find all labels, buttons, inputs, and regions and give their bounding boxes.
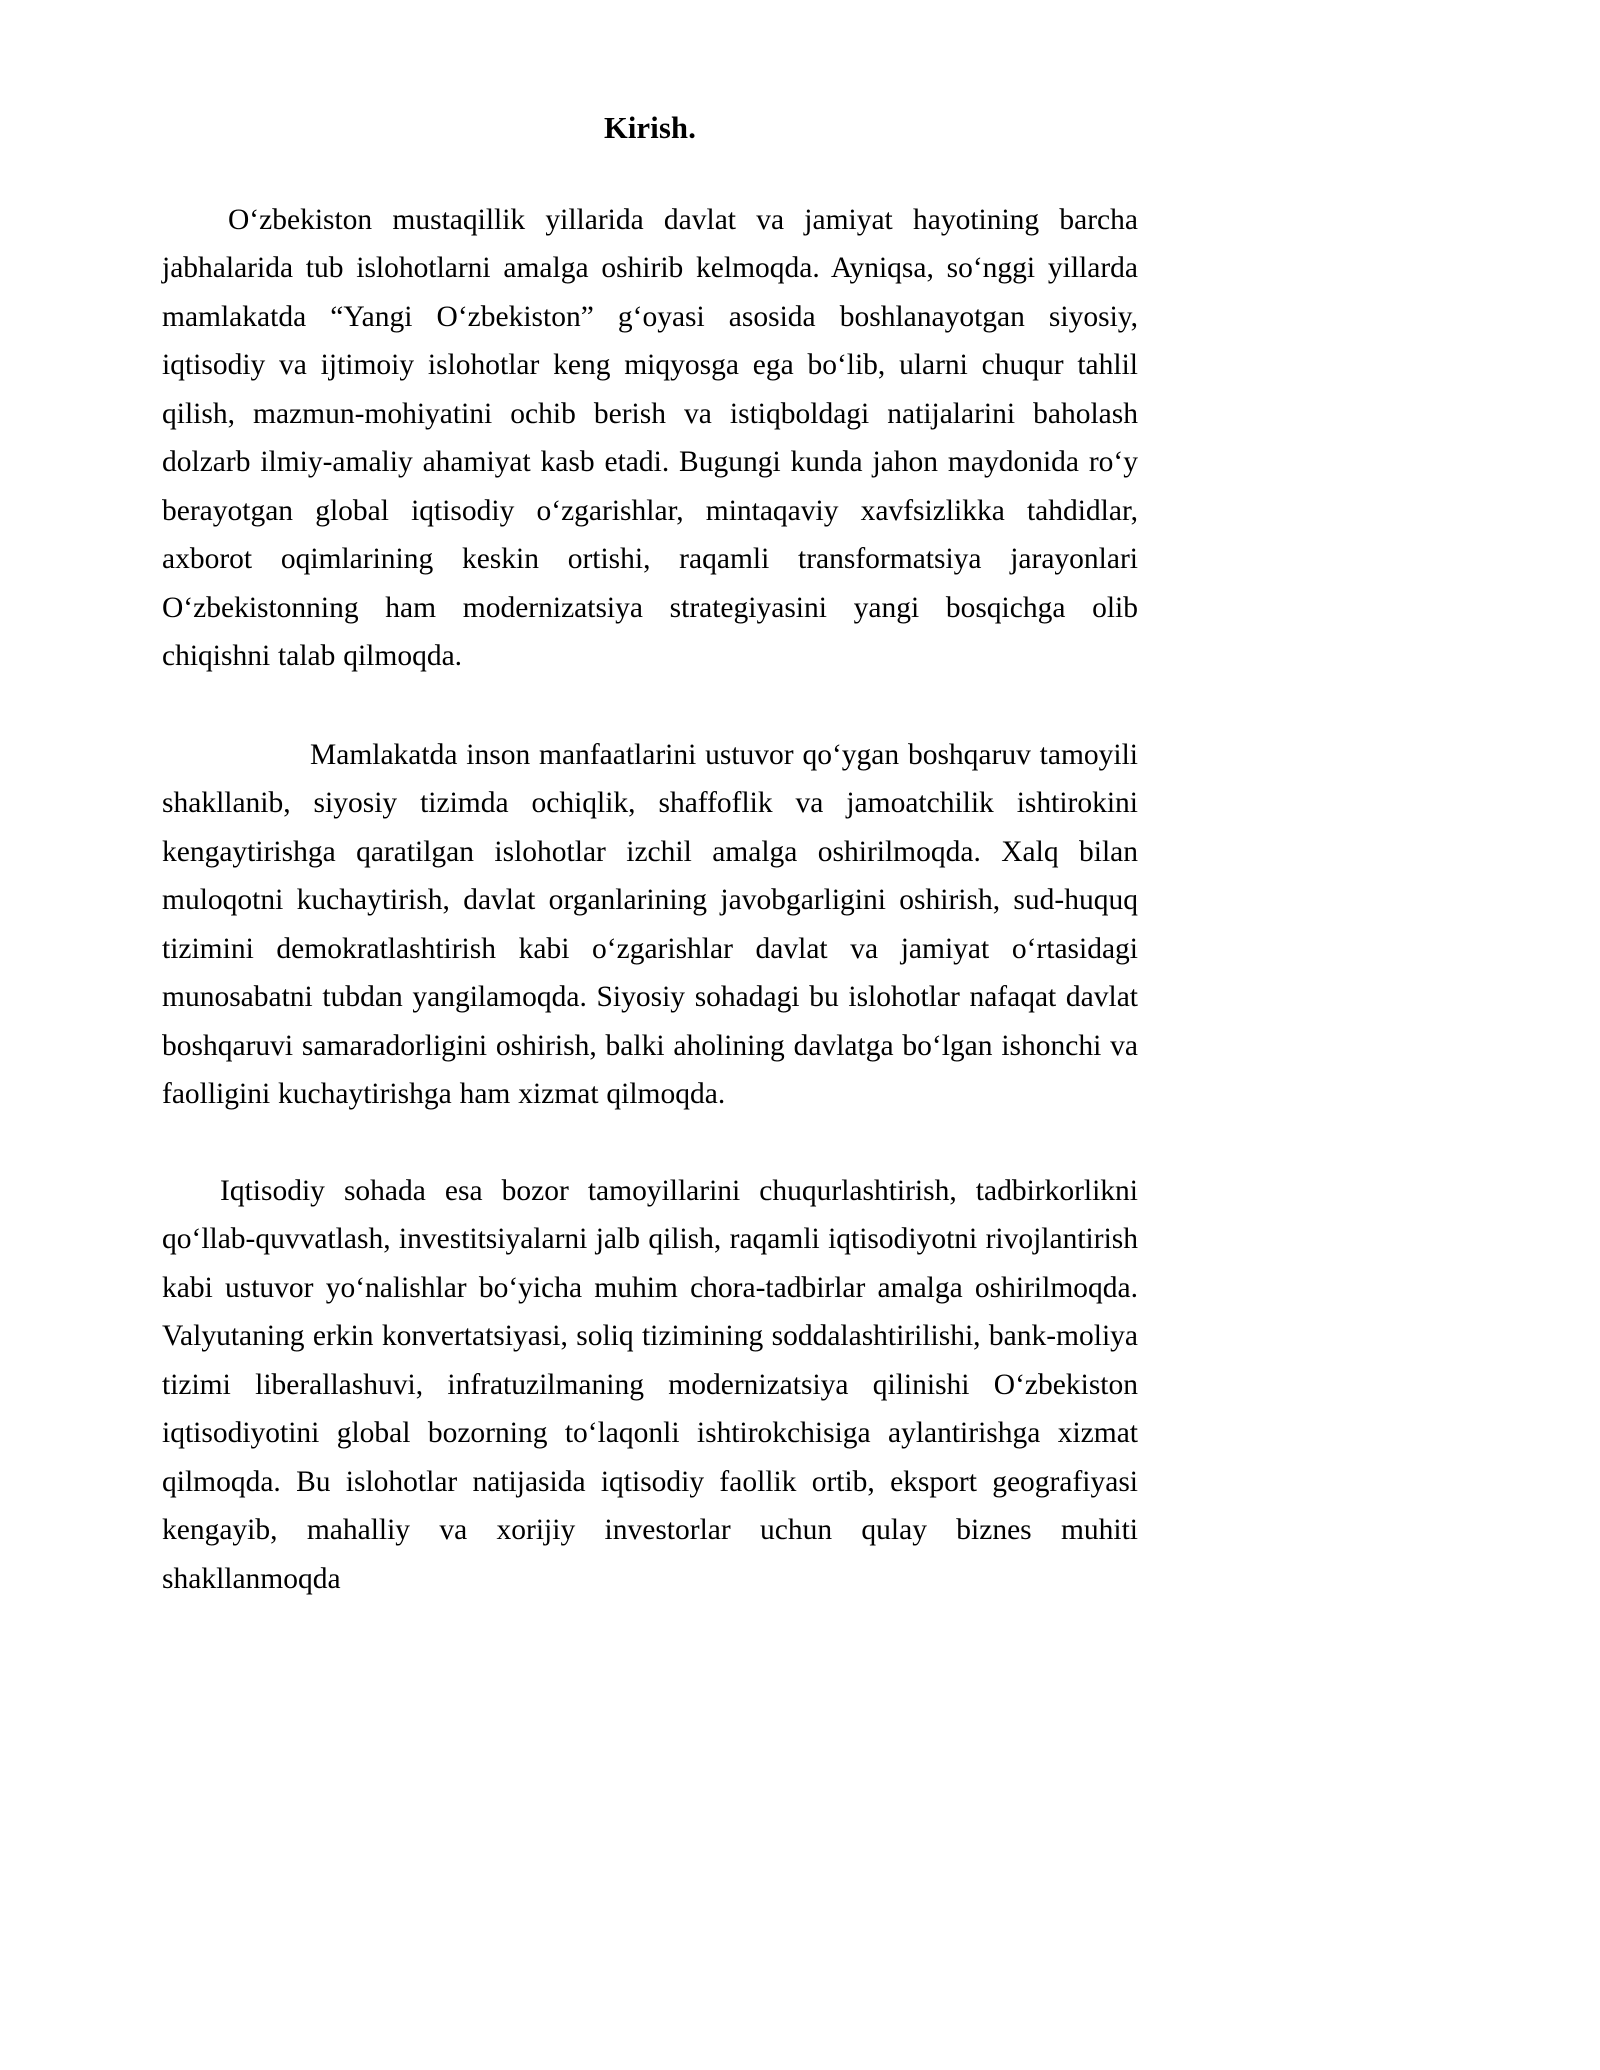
page-content-column bbox=[162, 0, 1138, 1603]
paragraph-political-governance: Mamlakatda inson manfaatlarini ustuvor qo‘ygan boshqaruv tamoyili shakllanib, siyosiy tizimda ochiqlik, shaffoflik va jamoatchilik ishtirokini kengaytirishga qaratilgan islohotlar izchil amalga oshirilmoqda. Xalq bilan muloqotni kuchaytirish, davlat organlarining javobgarligini oshirish, sud-huquq tizimini demokratlashtirish kabi o‘zgarishlar davlat va jamiyat o‘rtasidagi munosabatni tubdan yangilamoqda. Siyosiy sohadagi bu islohotlar nafaqat davlat boshqaruvi samaradorligini oshirish, balki aholining davlatga bo‘lgan ishonchi va faolligini kuchaytirishga ham xizmat qilmoqda. bbox=[162, 738, 1138, 1110]
paragraph-intro-reforms: O‘zbekiston mustaqillik yillarida davlat va jamiyat hayotining barcha jabhalarida tub islohotlarni amalga oshirib kelmoqda. Ayniqsa, so‘nggi yillarda mamlakatda “Yangi O‘zbekiston” g‘oyasi asosida boshlanayotgan siyosiy, iqtisodiy va ijtimoiy islohotlar keng miqyosga ega bo‘lib, ularni chuqur tahlil qilish, mazmun-mohiyatini ochib berish va istiqboldagi natijalarini baholash dolzarb ilmiy-amaliy ahamiyat kasb etadi. Bugungi kunda jahon maydonida ro‘y berayotgan global iqtisodiy o‘zgarishlar, mintaqaviy xavfsizlikka tahdidlar, axborot oqimlarining keskin ortishi, raqamli transformatsiya jarayonlari O‘zbekistonning ham modernizatsiya strategiyasini yangi bosqichga olib chiqishni talab qilmoqda. bbox=[162, 203, 1138, 672]
page-title: Kirish. bbox=[603, 111, 697, 145]
paragraph-economic-reforms: Iqtisodiy sohada esa bozor tamoyillarini chuqurlashtirish, tadbirkorlikni qo‘llab-quvvatlash, investitsiyalarni jalb qilish, raqamli iqtisodiyotni rivojlantirish kabi ustuvor yo‘nalishlar bo‘yicha muhim chora-tadbirlar amalga oshirilmoqda. Valyutaning erkin konvertatsiyasi, soliq tizimining soddalashtirilishi, bank-moliya tizimi liberallashuvi, infratuzilmaning modernizatsiya qilinishi O‘zbekiston iqtisodiyotini global bozorning to‘laqonli ishtirokchisiga aylantirishga xizmat qilmoqda. Bu islohotlar natijasida iqtisodiy faollik ortib, eksport geografiyasi kengayib, mahalliy va xorijiy investorlar uchun qulay biznes muhiti shakllanmoqda bbox=[162, 1174, 1138, 1595]
